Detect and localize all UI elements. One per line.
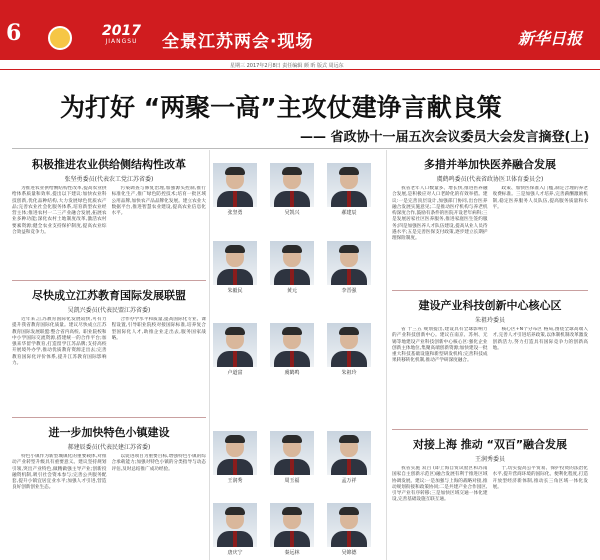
article-body [12,317,206,415]
article-divider [392,290,588,291]
portrait-photo [213,241,257,285]
right-column [392,156,588,558]
section-header-band [0,0,600,60]
article-paragraph: 核心区+N个分布区 格局,围绕全球高端人才,完善人才引进培养政策,以体制机制改革激发创新活力,努力打造具有国际竞争力的创新高地。 [492,327,588,351]
article-title: 对接上海 推动 “双百”融合发展 [412,438,568,451]
article-paragraph: 为推进农业供给侧结构性改革,提高农业供给体系质量和效率,提出以下建议:加快农业科技创新,优化品种结构,大力发展绿色优质农产品;完善农业社会化服务体系,培育新型农业经营主体;推进农村一二三产业融合发展,拓展农业多种功能;深化农村土地制度改革,激活农村要素资源;健全农业支持保护制度,提高农业综合效益和竞争力。 [12,186,107,236]
article-paragraph: 特色小镇作为新型城镇化的重要载体,对推动产业转型升级具有重要意义。建议坚持规划引领,突出产业特色,做精做强主导产业;创新投融资机制,吸引社会资本参与;完善公共服务配套,提升小镇宜居宜业水平;加强人才引进,营造良好创新创业生态。 [12,454,107,491]
newspaper-masthead: 新华日报 [517,29,582,48]
article-body [12,186,206,278]
article-title: 建设产业科技创新中心核心区 [418,299,562,312]
page-number: 6 [6,20,22,46]
article-paragraph: 我省老年人口数量多、增长快,推进医养融合发展,是积极应对人口老龄化的有效举措。建议:一是完善顶层设计,加强部门协同,出台医养融合发展实施意见;二是推动医疗机构与养老机构深度合作,鼓励有条件的医院开设老年病科;三是发展居家社区医养服务,推进家庭医生签约服务;四是加强医养人才队伍建设,提高从业人员待遇水平;五是完善医保支付政策,逐步建立长期护理保险制度。 [392,186,488,242]
portrait-name: 虞鹤鸣 [284,370,300,376]
portrait-photo [213,163,257,207]
article-author: 吴凯兴委员(代表民盟江苏省委) [67,307,151,314]
column-divider [386,150,387,560]
year-logo [102,24,141,45]
page-headline: 为打好 “两聚一高”主攻仗建诤言献良策 [60,93,502,122]
portrait-card [270,431,314,484]
portrait-name: 吴锦德 [341,550,357,556]
article-title: 进一步加快特色小镇建设 [48,426,170,439]
portrait-name: 唐庆宁 [227,550,243,556]
article-paragraph: 合作办学水平和质量,提高国际化专业、课程设置,引导职业院校对接国际标准,培养复合型国际化人才,助推企业走出去,服务国家战略。 [111,317,206,341]
portrait-name: 朱祖玲 [341,370,357,376]
portrait-card [213,241,257,294]
portrait-card [327,431,371,484]
issue-meta-line: 星期三 2017年2月8日 责任编辑 颜 昕 版式 周远东 [230,63,344,69]
article-paragraph: 近年来,江苏教育国际化发展较快,可有力提升我省教育国际化质量。建议尽快成立江苏教育国际发展联盟:整合省内高校、职业院校和中小学国际交流资源,搭建统一的合作平台;加强来华留学教育,打造留学江苏品牌;支持高校开展境外办学,推动优质教育资源走出去;完善教育国际化评价体系,提升江苏教育国际影响力。 [12,317,107,367]
article-body [12,454,206,554]
portrait-photo [270,503,314,547]
portrait-name: 卢道富 [227,370,243,376]
portrait-photo [213,503,257,547]
portrait-card [270,163,314,216]
page-subheadline: —— 省政协十一届五次会议委员大会发言摘登(上) [300,130,590,145]
article-author: 王润秀委员 [474,456,505,463]
portrait-card [270,323,314,376]
article-paragraph: 省 十三五 规划提出,建设具有全球影响力的产业科技创新中心。建议在南京、苏州、无锡等地建设产业科技创新中心核心区:强化企业创新主体地位,集聚高端创新资源;加快建设一批重大科技基础设施和新型研发机构;完善科技成果转移转化机制,推动产学研深度融合。 [392,327,488,364]
portrait-photo [327,163,371,207]
portrait-photo [327,241,371,285]
portrait-name: 朱毅民 [227,288,243,294]
article-author: 郝建辰委员(代表民建江苏省委) [67,444,151,451]
portrait-card [213,503,257,556]
portrait-card [327,503,371,556]
portrait-name: 周玉福 [284,478,300,484]
portrait-name: 秦远林 [284,550,300,556]
left-column [12,156,206,554]
portrait-name: 李晋强 [341,288,357,294]
year-logo-province: JIANGSU [105,38,138,45]
article-divider [12,417,206,418]
portrait-name: 张坚勇 [227,210,243,216]
article-author: 朱祖玲委员 [474,317,505,324]
portrait-photo [213,323,257,367]
portrait-card [270,241,314,294]
article-paragraph: 以促进项目为重要目标,增强特色小镇的综合承载能力;加强对特色小镇的分类指导与动态评估,及时总结推广成功经验。 [111,454,206,472]
portrait-name: 吴凯兴 [284,210,300,216]
portrait-photo [270,323,314,367]
article-title: 尽快成立江苏教育国际发展联盟 [32,289,186,302]
article-body [392,327,588,427]
portrait-name: 孟万祥 [341,478,357,484]
portrait-card [327,323,371,376]
headline-divider [12,148,588,149]
article-author: 张坚勇委员(代表农工党江苏省委) [64,176,154,183]
portrait-card [270,503,314,556]
portrait-card [213,163,257,216]
portrait-name: 郝建辰 [341,210,357,216]
portrait-photo [327,503,371,547]
meta-divider [0,69,600,70]
portrait-photo [327,323,371,367]
portrait-card [327,241,371,294]
article-paragraph: 政策、加快医保准入门槛,制定合理的养老收费标准。三是加强人才培养,完善薪酬激励机制,稳定医养服务人员队伍,提高服务质量和水平。 [492,186,588,210]
portrait-card [213,431,257,484]
portrait-photo [270,431,314,475]
section-title: 全景江苏两会·现场 [162,32,314,52]
portrait-card [213,323,257,376]
portrait-photo [270,163,314,207]
article-paragraph: 我省实施 双百 (即上海自贸试验区和苏南国家自主创新示范区)融合发展有利于推进区域协调发展。建议:一是加强与上海的战略对接,推动规划衔接和政策协同;二是共建产业合作园区,引导产业有序转移;三是加快区域交通一体化建设,完善基础设施互联互通。 [392,466,488,503]
article-divider [392,429,588,430]
article-title: 多措并举加快医养融合发展 [424,158,556,171]
article-paragraph: 污染调查与修复治理,加强源头控制,推行标准化生产,推广绿色防控技术;培育一批区域公用品牌,加快农产品品牌化发展。建立农业大数据平台,推进智慧农业建设,提高农业信息化水平。 [111,186,206,217]
portrait-name: 黄元 [286,288,297,294]
article-title: 积极推进农业供给侧结构性改革 [32,158,186,171]
portrait-name: 王润秀 [227,478,243,484]
article-author: 虞鹤鸣委员(代表省政协医卫体育委员会) [436,176,544,183]
column-divider [209,150,210,560]
portrait-photo [327,431,371,475]
article-body [392,466,588,558]
year-logo-number: 2017 [102,23,141,39]
article-body [392,186,588,288]
portrait-card [327,163,371,216]
article-divider [12,280,206,281]
portrait-photo [213,431,257,475]
article-paragraph: 于,切实提高公平贸易、保护投资的法治化水平,提升营商环境的国际化、便利化程度,打造开放型经济新体制,推动长三角区域一体化发展。 [492,466,588,490]
cppcc-emblem-icon [48,26,72,50]
portrait-photo [270,241,314,285]
